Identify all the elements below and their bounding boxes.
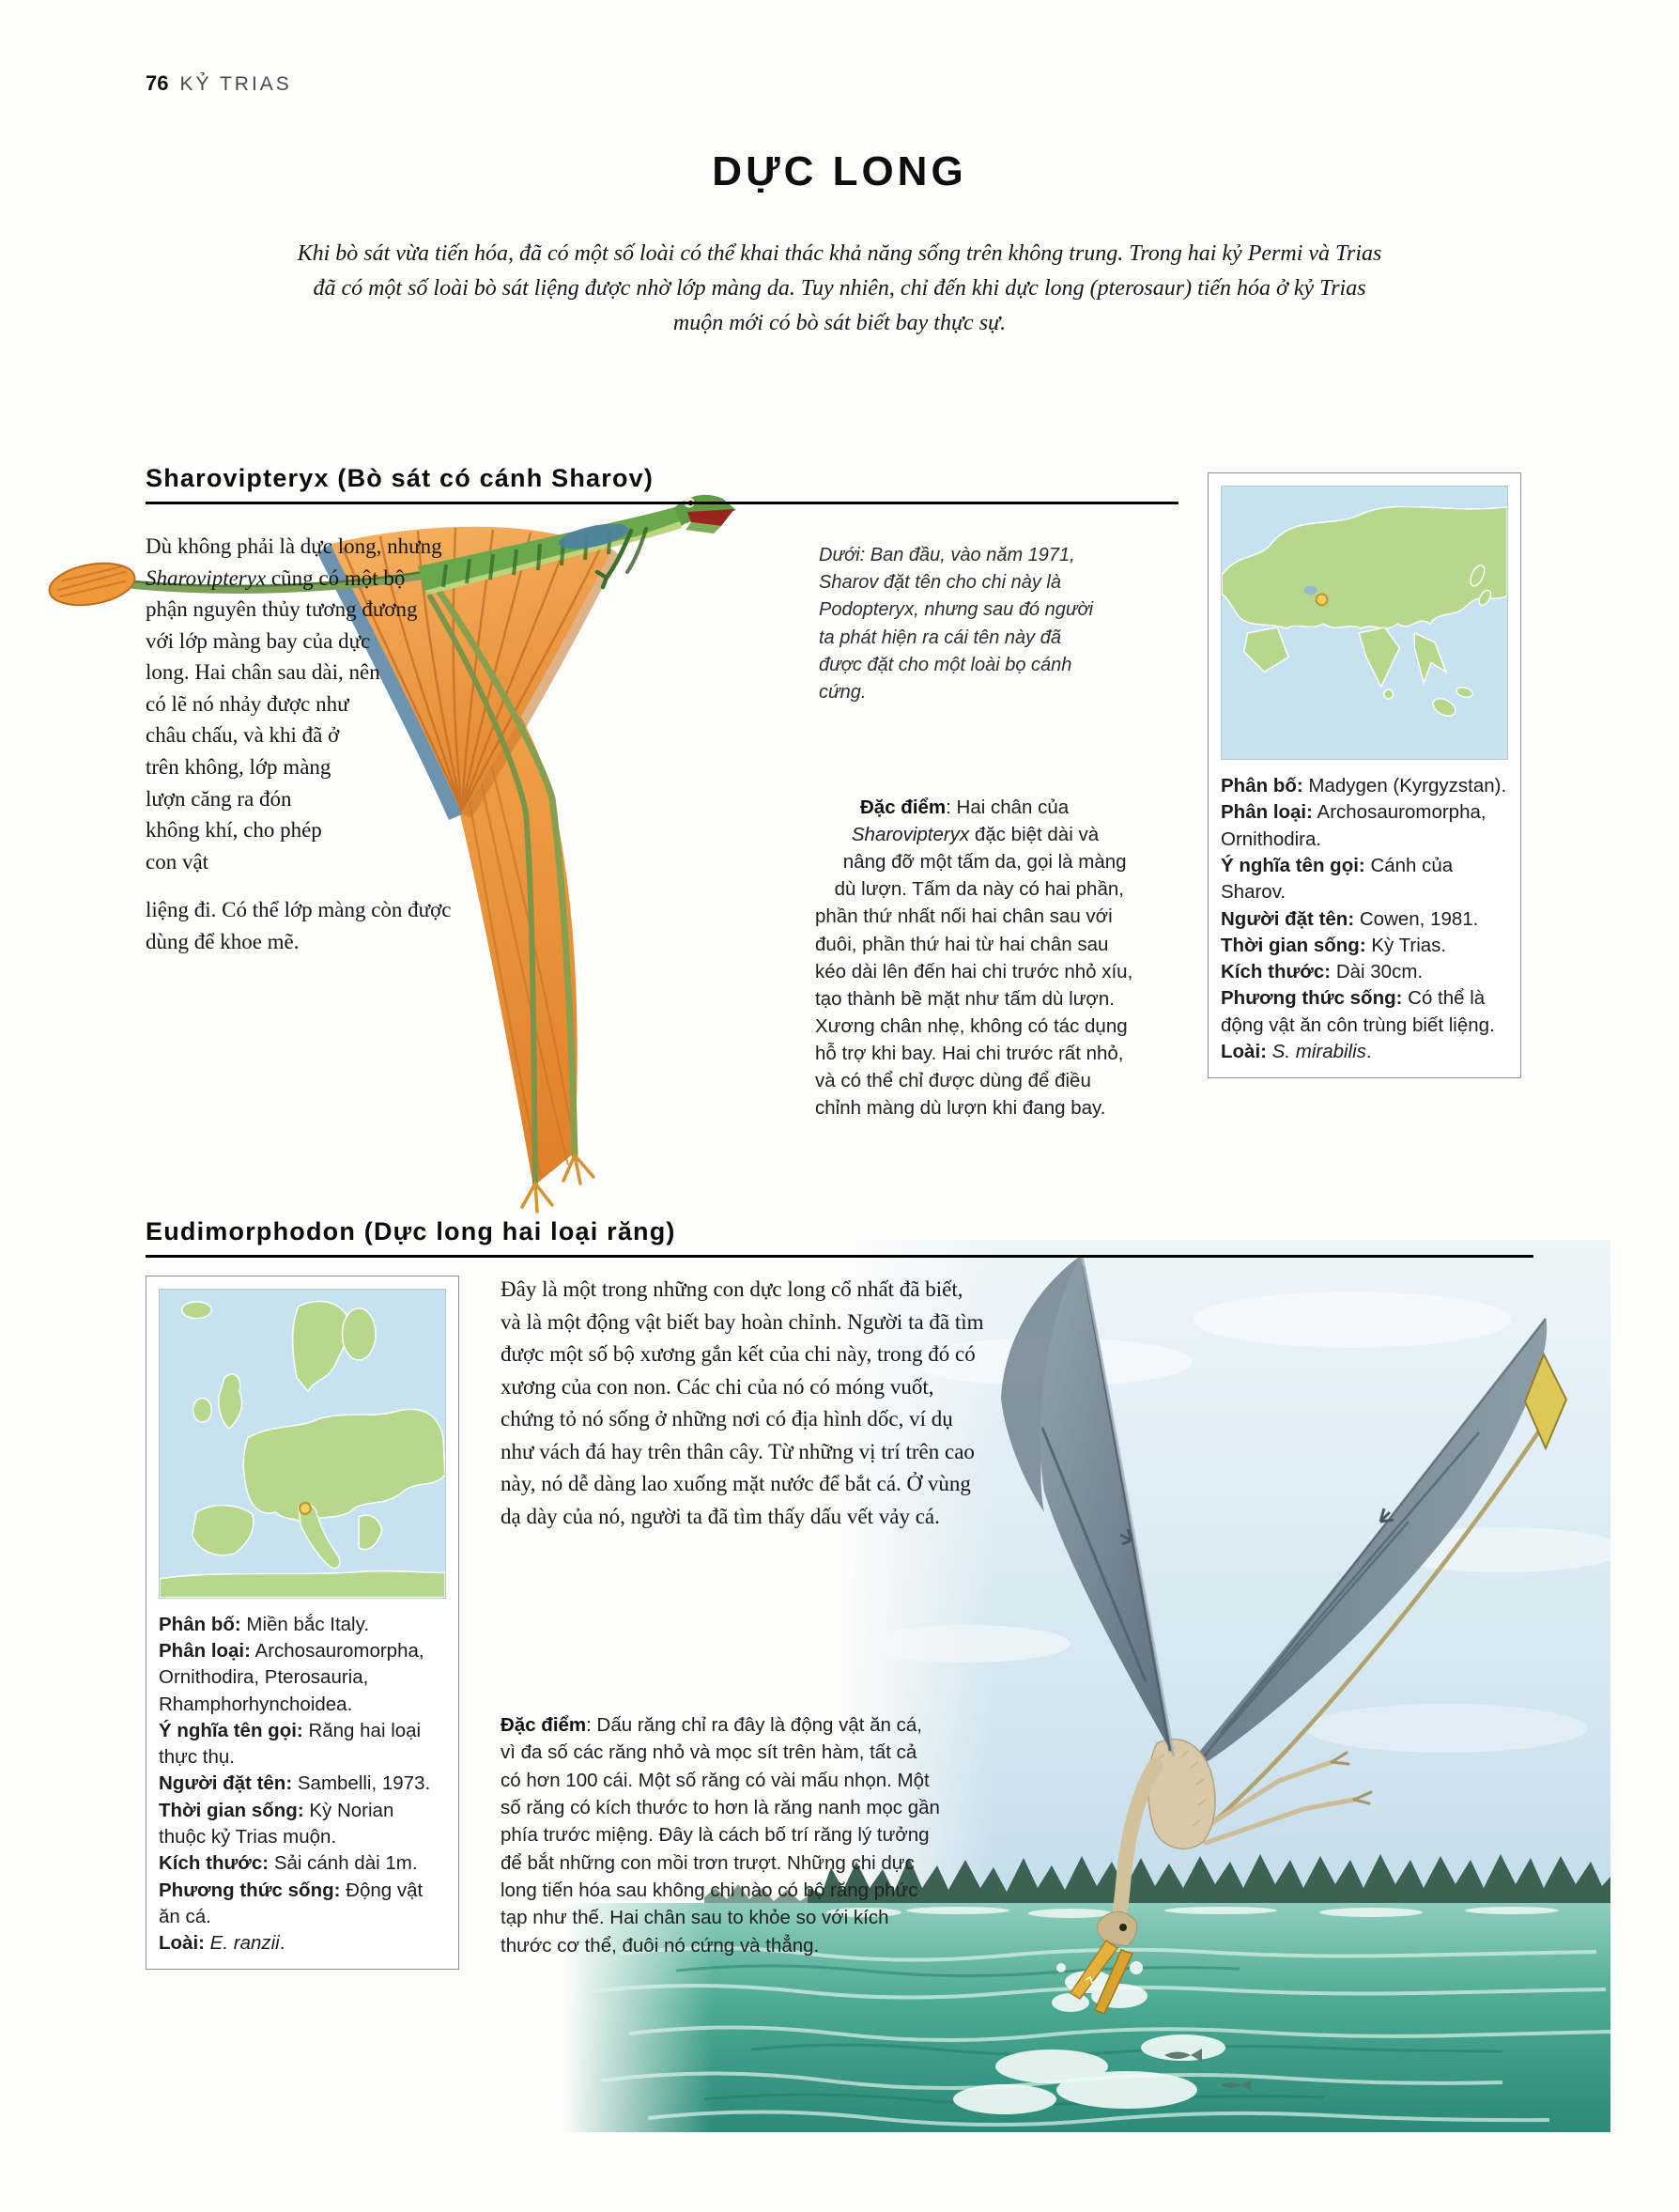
fact-row-species xyxy=(1221,1039,1508,1065)
distribution-map-asia xyxy=(1221,486,1508,760)
factbox-sharovipteryx xyxy=(1208,472,1521,1078)
eudimorphodon-features xyxy=(501,1711,942,1959)
fact-value: Cánh của Sharov. xyxy=(1221,855,1454,904)
running-head-label: KỶ TRIAS xyxy=(179,73,292,95)
fact-label: Phân loại: xyxy=(1221,801,1313,824)
fact-value: Kỳ Norian thuộc kỷ Trias muộn. xyxy=(159,1799,394,1848)
fact-label: Phương thức sống: xyxy=(159,1879,341,1901)
fact-row xyxy=(159,1771,446,1797)
fact-row xyxy=(159,1850,446,1877)
fact-value: Archosauromorpha, Ornithodira, Pterosauria, Rhamphorhynchoidea. xyxy=(159,1639,424,1715)
page-title: DỰC LONG xyxy=(712,148,967,194)
cloud xyxy=(1193,1292,1512,1348)
features-paragraph xyxy=(815,794,1134,1121)
fact-value: Sải cánh dài 1m. xyxy=(269,1852,418,1875)
fact-list xyxy=(159,1612,446,1957)
fact-value: Miền bắc Italy. xyxy=(240,1613,370,1635)
fact-row xyxy=(159,1798,446,1851)
fact-value: . xyxy=(1365,1040,1372,1062)
fact-row xyxy=(1221,799,1508,853)
sharovipteryx-features xyxy=(815,794,1134,1121)
fact-value: Kỳ Trias. xyxy=(1365,934,1447,956)
distribution-map-europe xyxy=(159,1289,446,1599)
eudimorphodon-paragraph: Đây là một trong những con dực long cổ nhất đã biết, và là một động vật biết bay hoàn chỉnh. Người ta đã tìm được một số bộ xương gắn kết của chi này, trong đó có xương của con non. Các chi của nó có móng vuốt, chứng tỏ nó sống ở những nơi có địa hình dốc, ví dụ như vách đá hay trên thân cây. Từ những vị trí trên cao này, nó dễ dàng lao xuống mặt nước để bắt cá. Ở vùng dạ dày của nó, người ta đã tìm thấy dấu vết vảy cá. xyxy=(501,1277,984,1528)
fact-label: Thời gian sống: xyxy=(159,1799,304,1821)
fact-value: Cowen, 1981. xyxy=(1354,907,1479,930)
fact-row xyxy=(159,1718,446,1771)
species-name: E. ranzii xyxy=(209,1932,280,1955)
fact-label: Kích thước: xyxy=(159,1852,270,1875)
fact-row xyxy=(1221,773,1508,799)
species-name: S. mirabilis xyxy=(1271,1040,1366,1062)
fact-row xyxy=(1221,985,1508,1039)
genus-name: Sharovipteryx xyxy=(146,565,267,590)
text-run: Dù không phải là dực long, nhưng xyxy=(146,534,442,558)
fact-row xyxy=(159,1878,446,1931)
text-run: cũng có một bộ phận nguyên thủy tương đương với lớp màng bay của dực long. Hai chân sau dài, nên có lẽ nó nhảy được như châu chấu, và khi đã ở trên không, lớp màng lượn căng ra đón không khí, cho phép con vật xyxy=(146,565,418,874)
fact-label: Ý nghĩa tên gọi: xyxy=(159,1719,303,1741)
fact-label: Loài: xyxy=(1221,1040,1267,1062)
fact-label: Kích thước: xyxy=(1221,961,1332,983)
fact-label: Loài: xyxy=(159,1932,205,1955)
fact-row xyxy=(1221,853,1508,906)
fact-label: Phân bố: xyxy=(159,1613,241,1635)
running-head xyxy=(146,71,292,96)
fact-label: Phân loại: xyxy=(159,1639,251,1662)
fact-row xyxy=(1221,906,1508,933)
features-label: Đặc điểm xyxy=(860,797,947,818)
fact-value: . xyxy=(279,1932,285,1955)
locality-marker xyxy=(1317,594,1328,605)
illustration-caption: Dưới: Ban đầu, vào năm 1971, Sharov đặt tên cho chi này là Podopteryx, nhưng sau đó người ta phát hiện ra cái tên này đã được đặt cho một loài bọ cánh cứng. xyxy=(819,545,1094,703)
cloud xyxy=(864,1625,1071,1663)
text-run: đặc biệt dài và nâng đỡ một tấm da, gọi là màng dù lượn. Tấm da này có hai phần, phần thứ nhất nối hai chân sau với đuôi, phần thứ hai từ hai chân sau kéo dài lên đến hai chi trước nhỏ xíu, tạo thành bề mặt như tấm dù lượn. Xương chân nhẹ, không có tác dụng hỗ trợ khi bay. Hai chi trước rất nhỏ, và có thể chỉ được dùng để điều chỉnh màng dù lượn khi đang bay. xyxy=(815,824,1133,1120)
fact-row xyxy=(159,1638,446,1718)
factbox-eudimorphodon xyxy=(146,1276,459,1970)
text-run: : Dấu răng chỉ ra đây là động vật ăn cá, vì đa số các răng nhỏ và mọc sít trên hàm, tất cả có hơn 100 cái. Một số răng có vài mấu nhọn. Một số răng có kích thước to hơn là răng nanh mọc gần phía trước miệng. Đây là cách bố trí răng lý tưởng để bắt những con mồi trơn trượt. Những chi dực long tiến hóa sau không chi nào có bộ răng phức tạp như thế. Hai chân sau to khỏe so với kích thước cơ thể, đuôi nó cứng và thẳng. xyxy=(501,1714,940,1957)
fact-label: Người đặt tên: xyxy=(159,1772,293,1795)
intro-paragraph: Khi bò sát vừa tiến hóa, đã có một số loài có thể khai thác khả năng sống trên không trung. Trong hai kỷ Permi và Trias đã có một số loài bò sát liệng được nhờ lớp màng da. Tuy nhiên, chỉ đến khi dực long (pterosaur) tiến hóa ở kỷ Trias muộn mới có bò sát biết bay thực sự. xyxy=(297,241,1382,336)
fact-row-species xyxy=(159,1930,446,1957)
fact-row xyxy=(1221,959,1508,985)
fact-value: Có thể là động vật ăn côn trùng biết liệng. xyxy=(1221,987,1495,1036)
eudimorphodon-main-text xyxy=(501,1274,987,1533)
genus-name: Sharovipteryx xyxy=(851,824,970,846)
locality-marker xyxy=(300,1503,311,1514)
page-number: 76 xyxy=(146,71,169,95)
eye xyxy=(1119,1924,1127,1931)
fact-label: Người đặt tên: xyxy=(1221,907,1355,930)
fact-row xyxy=(1221,933,1508,959)
fact-label: Ý nghĩa tên gọi: xyxy=(1221,855,1365,877)
fact-value: Dài 30cm. xyxy=(1331,961,1424,983)
fact-value: Sambelli, 1973. xyxy=(292,1772,431,1795)
tail-fan xyxy=(46,557,138,611)
fact-value: Madygen (Kyrgyzstan). xyxy=(1302,775,1507,797)
fact-label: Thời gian sống: xyxy=(1221,934,1366,956)
sharovipteryx-paragraph-2: liệng đi. Có thể lớp màng còn được dùng để khoe mẽ. xyxy=(146,898,452,953)
fact-value: Răng hai loại thực thụ. xyxy=(159,1719,422,1769)
text-run: : Hai chân của xyxy=(946,797,1070,818)
fact-row xyxy=(159,1612,446,1638)
sharovipteryx-intro-text xyxy=(146,531,467,877)
fact-label: Phương thức sống: xyxy=(1221,987,1403,1010)
fact-value: Archosauromorpha, Ornithodira. xyxy=(1221,801,1486,850)
section-heading-sharovipteryx: Sharovipteryx (Bò sát có cánh Sharov) xyxy=(146,464,1178,504)
fact-value: Động vật ăn cá. xyxy=(159,1879,424,1927)
cloud xyxy=(1305,1704,1587,1753)
fact-label: Phân bố: xyxy=(1221,775,1303,797)
section-heading-eudimorphodon: Eudimorphodon (Dực long hai loại răng) xyxy=(146,1217,1533,1258)
features-label: Đặc điểm xyxy=(501,1714,587,1736)
fact-list xyxy=(1221,773,1508,1065)
